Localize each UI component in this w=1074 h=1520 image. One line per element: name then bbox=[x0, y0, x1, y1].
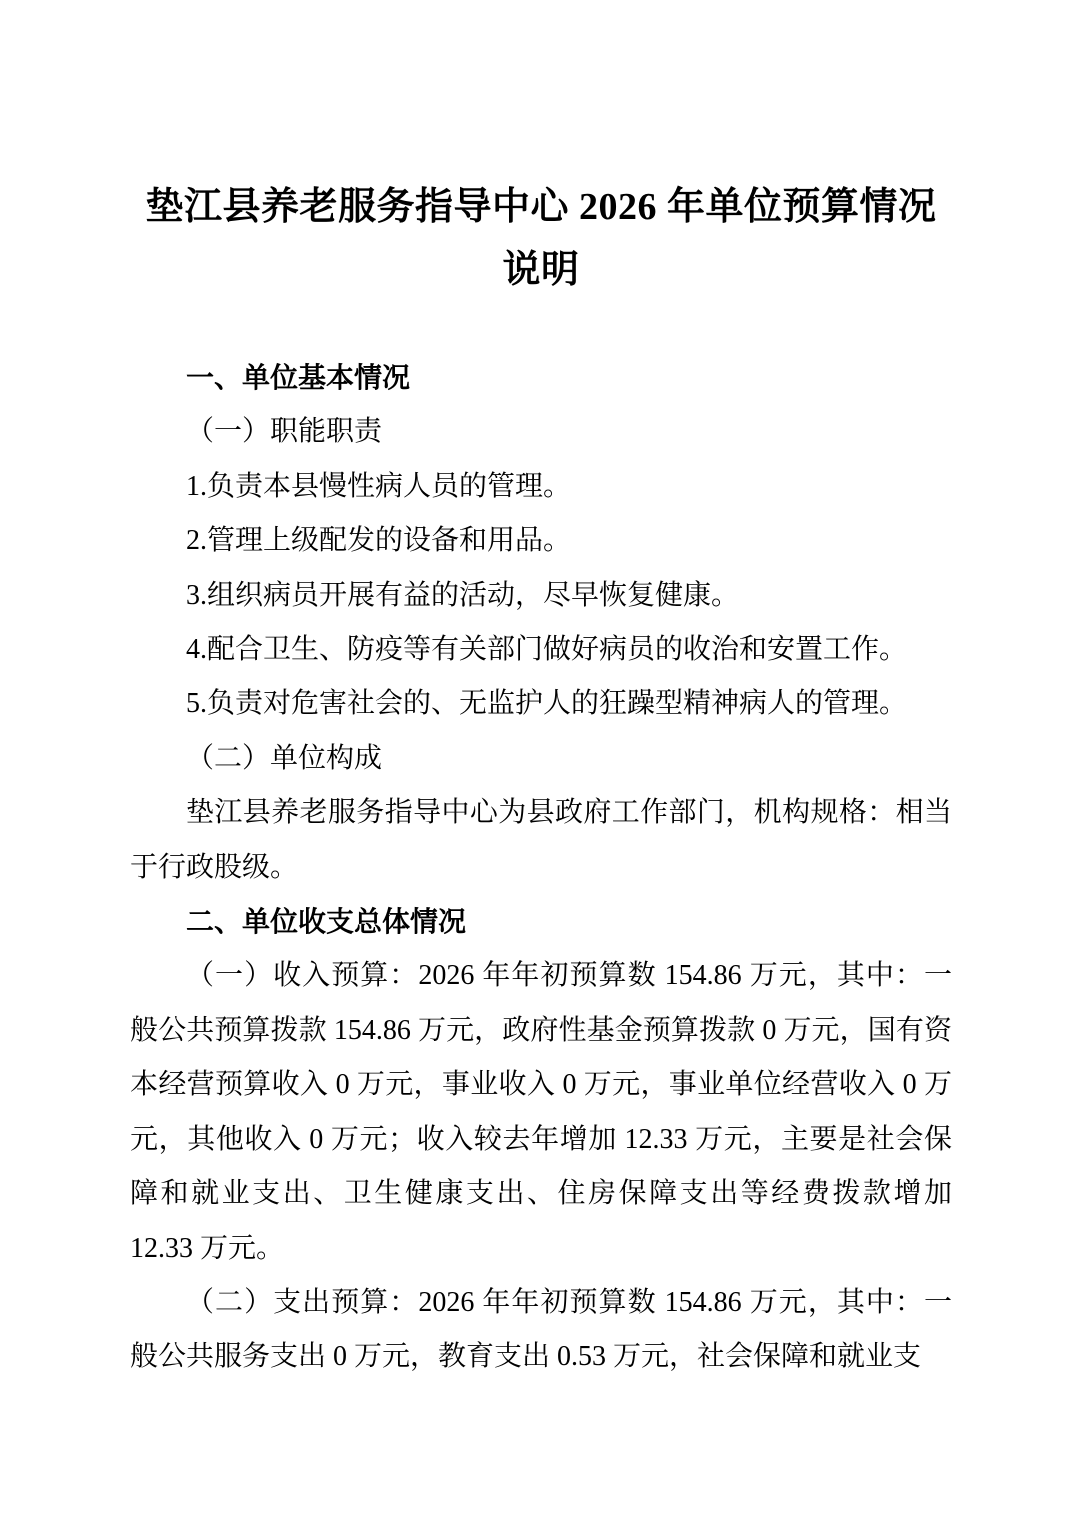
income-budget-paragraph: （一）收入预算：2026 年年初预算数 154.86 万元，其中：一般公共预算拨款 154.86 万元，政府性基金预算拨款 0 万元，国有资本经营预算收入 0 万元，事业收入 0 万元，事业单位经营收入 0 万元，其他收入 0 万元；收入较去年增加 12.33 万元，主要是社会保障和就业支出、卫生健康支出、住房保障支出等经费拨款增加 12.33 万元。 bbox=[130, 960, 952, 1264]
composition-paragraph: 垫江县养老服务指导中心为县政府工作部门，机构规格：相当于行政股级。 bbox=[130, 797, 952, 883]
document-title bbox=[130, 176, 952, 302]
duty-item-3: 3.组织病员开展有益的活动，尽早恢复健康。 bbox=[186, 579, 740, 611]
document-body bbox=[130, 351, 952, 1385]
document-title-line-1: 垫江县养老服务指导中心 2026 年单位预算情况 bbox=[145, 186, 937, 228]
subsection-heading-duties: （一）职能职责 bbox=[186, 416, 383, 448]
duty-item-5: 5.负责对危害社会的、无监护人的狂躁型精神病人的管理。 bbox=[186, 688, 908, 720]
subsection-heading-composition: （二）单位构成 bbox=[186, 742, 383, 774]
section-heading-basic-info: 一、单位基本情况 bbox=[186, 362, 411, 393]
duty-item-2: 2.管理上级配发的设备和用品。 bbox=[186, 525, 572, 557]
document-title-line-2: 说明 bbox=[502, 249, 580, 291]
section-heading-revenue-expenditure: 二、单位收支总体情况 bbox=[186, 906, 467, 938]
expenditure-budget-paragraph: （二）支出预算：2026 年年初预算数 154.86 万元，其中：一般公共服务支出 0 万元，教育支出 0.53 万元，社会保障和就业支 bbox=[130, 1286, 952, 1373]
duty-item-4: 4.配合卫生、防疫等有关部门做好病员的收治和安置工作。 bbox=[186, 634, 908, 666]
duty-item-1: 1.负责本县慢性病人员的管理。 bbox=[186, 470, 572, 502]
